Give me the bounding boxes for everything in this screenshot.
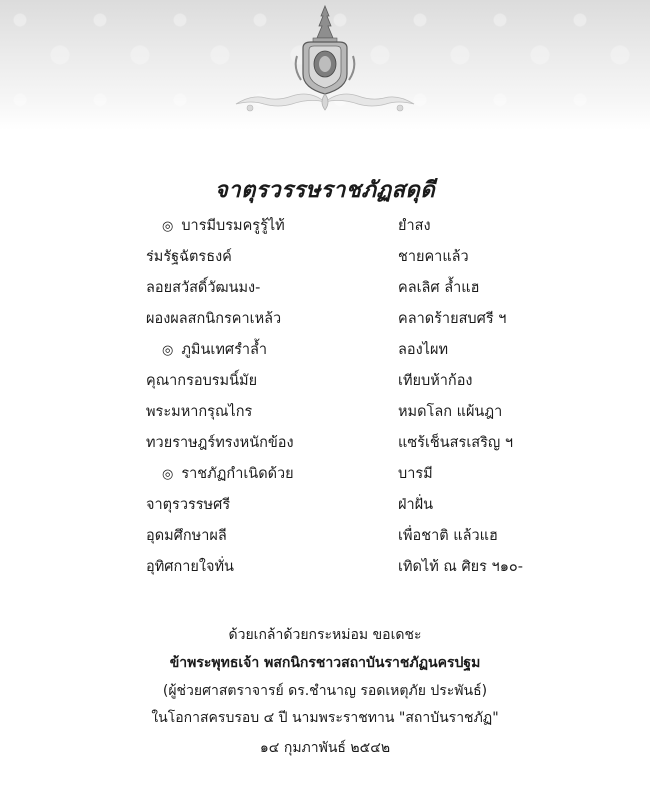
poem-line-left <box>162 338 267 361</box>
poem-line-left <box>146 400 252 423</box>
poem-line-left-text: บารมีบรมครูรู้ไท้ <box>181 218 285 234</box>
poem-line-left-text: ลอยสวัสดิ์วัฒนมง- <box>146 280 261 296</box>
stanza-bullet-icon: ◎ <box>162 219 174 234</box>
poem-line-left-text: ผองผลสกนิกรคาเหล้ว <box>146 311 282 327</box>
poem-line-right: เทิดไท้ ณ ศิยร ฯ๑๐- <box>398 559 523 575</box>
poem-line-right: ลองไผท <box>398 342 449 358</box>
poem-line-left-text: อุดมศึกษาผลี <box>146 528 227 544</box>
poem-line-left <box>146 555 234 578</box>
poem-line-right: คลเลิศ ล้ำแฮ <box>398 280 480 296</box>
poem-line-right: ยำสง <box>398 218 431 234</box>
footer-dedication: ด้วยเกล้าด้วยกระหม่อม ขอเดชะ <box>228 627 422 643</box>
poem-line-left-text: พระมหากรุณไกร <box>146 404 253 420</box>
poem-line-left <box>146 431 294 454</box>
footer-occasion: ในโอกาสครบรอบ ๔ ปี นามพระราชทาน "สถาบันราชภัฏ" <box>151 710 499 726</box>
stanza-bullet-icon: ◎ <box>162 343 174 358</box>
poem-line-left-text: จาตุรวรรษศรี <box>146 497 231 513</box>
poem-line-right: แซร้เช็นสรเสริญ ฯ <box>398 435 514 451</box>
poem-line-left-text: ทวยราษฎร์ทรงหนักข้อง <box>146 435 294 451</box>
poem-line-left-text: ราชภัฏกำเนิดด้วย <box>181 466 294 482</box>
poem-line-left <box>162 462 294 485</box>
stanza-bullet-icon: ◎ <box>162 467 174 482</box>
poem-line-right: ฝ่าฝั่น <box>398 497 434 513</box>
poem-line-left-text: อุทิศกายใจทั่น <box>146 559 234 575</box>
poem-line-right: เพื่อชาติ แล้วแฮ <box>398 528 498 544</box>
poem-line-left-text: คุณากรอบรมนิ์มัย <box>146 373 258 389</box>
poem-line-right: คลาดร้ายสบศรี ฯ <box>398 311 507 327</box>
poem-line-left-text: ร่มรัฐฉัตรธงค์ <box>146 249 232 265</box>
poem-line-left-text: ภูมินเทศรำล้ำ <box>181 342 268 358</box>
footer-author-group: ข้าพระพุทธเจ้า พสกนิกรชาวสถาบันราชภัฏนครปฐม <box>169 655 481 671</box>
footer-author: (ผู้ช่วยศาสตราจารย์ ดร.ชำนาญ รอดเหตุภัย ประพันธ์) <box>162 683 488 699</box>
document-title: จาตุรวรรษราชภัฏสดุดี <box>214 177 436 203</box>
poem-line-right: หมดโลก แผ้นฎา <box>398 404 503 420</box>
footer-date: ๑๔ กุมภาพันธ์ ๒๕๔๒ <box>259 740 391 756</box>
poem-line-left <box>162 214 285 237</box>
poem-line-right: ชายคาแล้ว <box>398 249 469 265</box>
poem-line-left <box>146 369 257 392</box>
poem-line-left <box>146 245 232 268</box>
poem-line-right: เทียบห้าก้อง <box>398 373 473 389</box>
poem-line-right: บารมี <box>398 466 433 482</box>
poem-line-left <box>146 493 230 516</box>
poem-line-left <box>146 276 260 299</box>
poem-line-left <box>146 524 227 547</box>
poem-line-left <box>146 307 281 330</box>
